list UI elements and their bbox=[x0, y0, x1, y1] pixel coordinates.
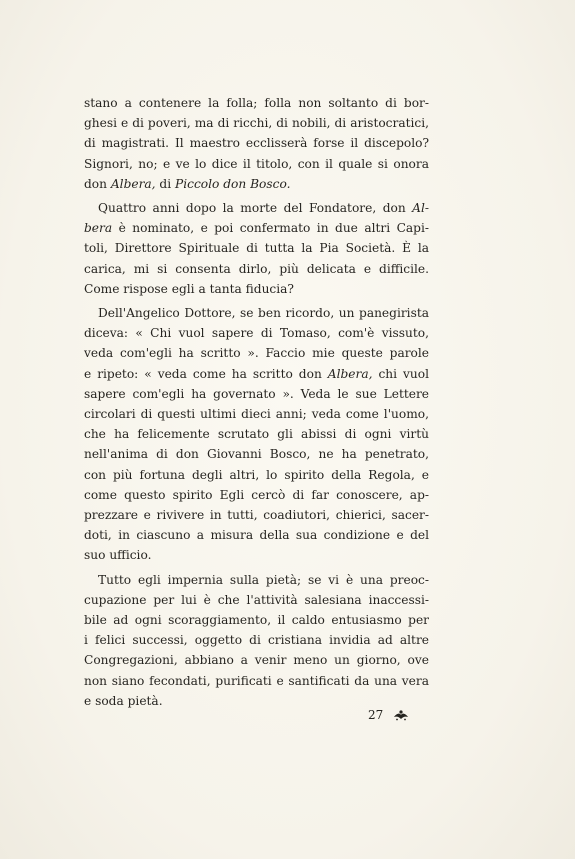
text-segment: Quattro anni dopo la morte del Fondatore, don bbox=[98, 201, 413, 216]
fleuron-ornament-icon bbox=[393, 709, 409, 721]
text-segment: di bbox=[155, 176, 176, 191]
text-line bbox=[84, 630, 429, 650]
paragraph bbox=[84, 570, 429, 711]
text-segment: Signori, no; e ve lo dice il titolo, con il quale si onora bbox=[84, 156, 429, 171]
text-segment: ghesi e di poveri, ma di ricchi, di nobili, di aristocratici, bbox=[84, 116, 429, 131]
text-segment: cupazione per lui è che l'attività salesiana inaccessi- bbox=[84, 592, 429, 607]
paragraph bbox=[84, 303, 429, 566]
text-line bbox=[84, 154, 429, 174]
text-segment: carica, mi si consenta dirlo, più delicata e difficile. bbox=[84, 261, 429, 276]
text-segment: che ha felicemente scrutato gli abissi di ogni virtù bbox=[84, 427, 429, 442]
paragraph bbox=[84, 93, 429, 194]
text-line bbox=[84, 364, 429, 384]
text-segment: di magistrati. Il maestro ecclisserà forse il discepolo? bbox=[84, 136, 429, 151]
text-segment: diceva: « Chi vuol sapere di Tomaso, com'è vissuto, bbox=[84, 326, 429, 341]
text-line bbox=[84, 384, 429, 404]
page-footer bbox=[368, 708, 409, 722]
text-segment: don bbox=[84, 176, 111, 191]
text-segment: con più fortuna degli altri, lo spirito della Regola, e bbox=[84, 467, 429, 482]
page-number: 27 bbox=[368, 708, 384, 722]
text-line bbox=[84, 465, 429, 485]
text-line bbox=[84, 404, 429, 424]
text-segment: è nominato, e poi confermato in due altri Capi- bbox=[112, 221, 429, 236]
italic-text: bera bbox=[84, 221, 113, 236]
text-line bbox=[84, 444, 429, 464]
text-segment: circolari di questi ultimi dieci anni; veda come l'uomo, bbox=[84, 407, 429, 422]
text-line bbox=[84, 198, 429, 218]
text-line bbox=[84, 424, 429, 444]
text-segment: veda com'egli ha scritto ». Faccio mie queste parole bbox=[84, 346, 429, 361]
text-line bbox=[84, 218, 429, 238]
text-line bbox=[84, 505, 429, 525]
text-line bbox=[84, 113, 429, 133]
text-line bbox=[84, 610, 429, 630]
text-line bbox=[84, 343, 429, 363]
text-segment: Tutto egli impernia sulla pietà; se vi è una preoc- bbox=[98, 572, 429, 587]
text-segment: bile ad ogni scoraggiamento, il caldo entusiasmo per bbox=[84, 613, 429, 628]
text-segment: e ripeto: « veda come ha scritto don bbox=[84, 366, 328, 381]
text-segment: prezzare e rivivere in tutti, coadiutori, chierici, sacer- bbox=[84, 508, 429, 523]
text-line bbox=[84, 525, 429, 545]
text-line bbox=[84, 545, 429, 565]
text-line bbox=[84, 570, 429, 590]
text-line bbox=[84, 650, 429, 670]
text-segment: stano a contenere la folla; folla non soltanto di bor- bbox=[84, 96, 429, 110]
italic-text: Al- bbox=[412, 201, 429, 216]
text-segment: nell'anima di don Giovanni Bosco, ne ha penetrato, bbox=[84, 447, 429, 462]
text-line bbox=[84, 323, 429, 343]
text-segment: come questo spirito Egli cercò di far conoscere, ap- bbox=[84, 487, 429, 502]
text-line bbox=[84, 174, 429, 194]
text-line bbox=[84, 279, 429, 299]
text-segment: Come rispose egli a tanta fiducia? bbox=[84, 281, 294, 296]
text-line bbox=[84, 303, 429, 323]
text-segment: non siano fecondati, purificati e santificati da una vera bbox=[84, 673, 429, 688]
text-segment: Congregazioni, abbiano a venir meno un giorno, ove bbox=[84, 653, 429, 668]
text-segment: sapere com'egli ha governato ». Veda le sue Lettere bbox=[84, 386, 429, 401]
text-segment: i felici successi, oggetto di cristiana invidia ad altre bbox=[84, 633, 429, 648]
italic-text: Piccolo don Bosco. bbox=[175, 176, 291, 191]
text-line bbox=[84, 133, 429, 153]
text-segment: chi vuol bbox=[372, 366, 429, 381]
text-segment: suo ufficio. bbox=[84, 548, 152, 563]
text-segment: Dell'Angelico Dottore, se ben ricordo, un panegirista bbox=[98, 306, 429, 321]
body-text bbox=[84, 93, 429, 711]
text-line bbox=[84, 485, 429, 505]
text-line bbox=[84, 590, 429, 610]
text-line bbox=[84, 93, 429, 113]
paragraph bbox=[84, 198, 429, 299]
italic-text: Albera, bbox=[110, 176, 156, 191]
text-line bbox=[84, 238, 429, 258]
text-segment: doti, in ciascuno a misura della sua condizione e del bbox=[84, 528, 429, 543]
text-line bbox=[84, 671, 429, 691]
text-line bbox=[84, 259, 429, 279]
text-segment: toli, Direttore Spirituale di tutta la Pia Società. È la bbox=[84, 241, 429, 256]
italic-text: Albera, bbox=[327, 366, 373, 381]
text-segment: e soda pietà. bbox=[84, 693, 163, 708]
